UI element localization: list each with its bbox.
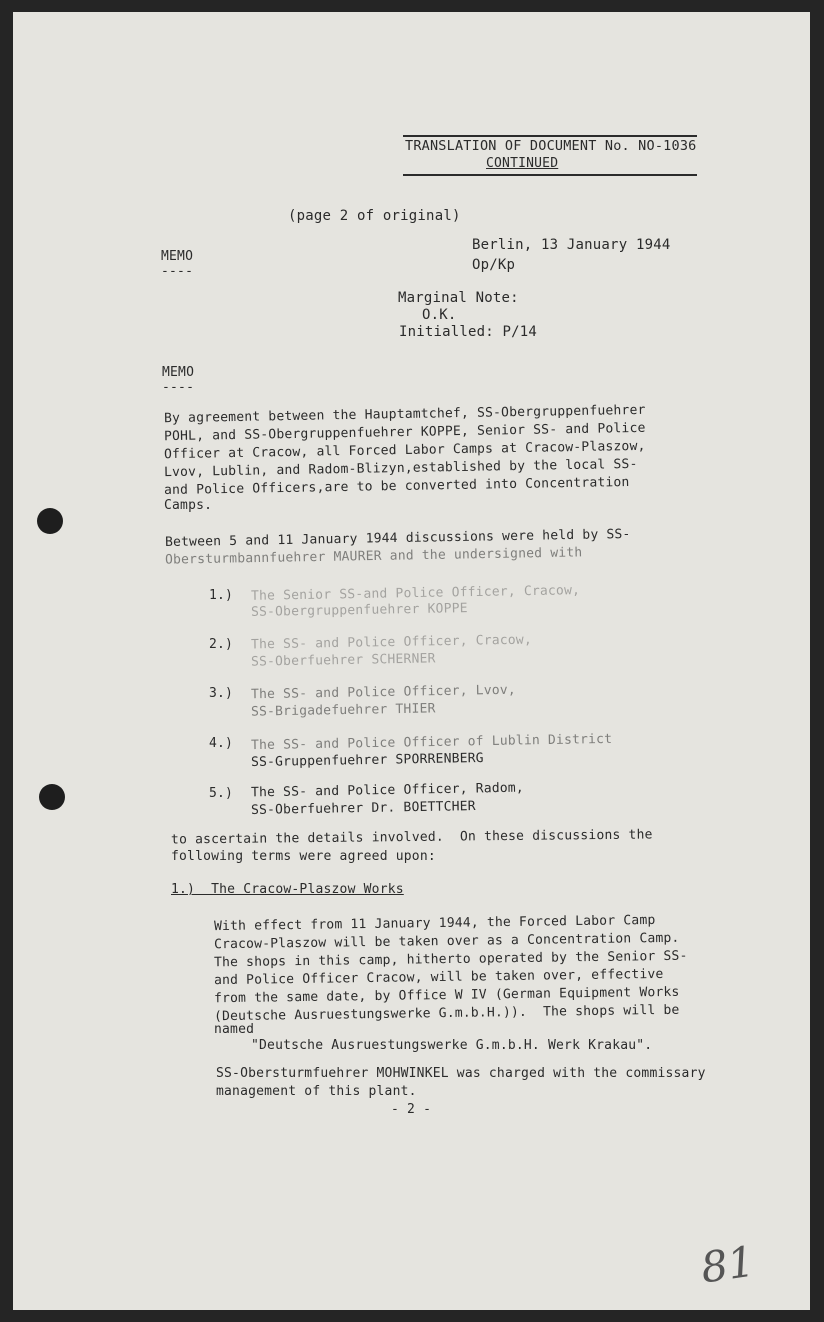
list-item-number: 4.): [209, 736, 234, 751]
section-1-quote: "Deutsche Ausruestungswerke G.m.b.H. Werk Krakau".: [251, 1038, 653, 1053]
marginal-note-ok: O.K.: [422, 307, 457, 323]
section-1-line: and Police Officer Cracow, will be taken over, effective: [213, 966, 664, 989]
header-continued: CONTINUED: [486, 156, 559, 171]
list-item-line: SS-Oberfuehrer Dr. BOETTCHER: [250, 799, 476, 818]
paragraph-3-line: following terms were agreed upon:: [171, 849, 436, 864]
paragraph-1-line: POHL, and SS-Obergruppenfuehrer KOPPE, Senior SS- and Police: [163, 420, 646, 445]
section-1-line: The shops in this camp, hitherto operated by the Senior SS-: [213, 948, 688, 971]
paragraph-3-line: to ascertain the details involved. On these discussions the: [170, 827, 653, 848]
list-item-line: SS-Obergruppenfuehrer KOPPE: [250, 601, 468, 620]
memo-label-top: MEMO: [161, 249, 194, 264]
section-1-line: (Deutsche Ausruestungswerke G.m.b.H.)). The shops will be: [213, 1002, 680, 1025]
paragraph-1-line: and Police Officers,are to be converted into Concentration: [163, 474, 630, 499]
list-item-number: 1.): [209, 588, 234, 603]
header-top-rule: [403, 135, 697, 137]
marginal-note-initialled: Initialled: P/14: [399, 324, 538, 340]
section-1-line: With effect from 11 January 1944, the Forced Labor Camp: [213, 912, 656, 935]
punch-hole-bottom: [39, 784, 65, 810]
paragraph-2-line: Obersturmbannfuehrer MAURER and the undersigned with: [164, 545, 583, 568]
list-item-line: SS-Oberfuehrer SCHERNER: [250, 651, 436, 670]
section-1-line: Cracow-Plaszow will be taken over as a Concentration Camp.: [213, 930, 680, 953]
list-item-number: 3.): [209, 686, 234, 701]
document-page: [13, 12, 810, 1310]
paragraph-1-line: By agreement between the Hauptamtchef, SS-Obergruppenfuehrer: [163, 402, 646, 427]
page-note: (page 2 of original): [288, 208, 461, 224]
header-title: TRANSLATION OF DOCUMENT No. NO-1036: [405, 138, 697, 154]
paragraph-1-line: Camps.: [164, 498, 213, 513]
paragraph-1-line: Officer at Cracow, all Forced Labor Camps at Cracow-Plaszow,: [163, 438, 646, 463]
list-item-number: 5.): [209, 786, 234, 801]
list-item-line: The SS- and Police Officer of Lublin District: [250, 731, 613, 754]
section-1-line: from the same date, by Office W IV (German Equipment Works: [213, 984, 680, 1007]
reference: Op/Kp: [472, 257, 516, 273]
paragraph-4-line: management of this plant.: [216, 1084, 417, 1099]
memo-label-second: MEMO: [162, 365, 195, 380]
paragraph-4-line: SS-Obersturmfuehrer MOHWINKEL was charged with the commissary: [216, 1066, 706, 1081]
memo-underline-second: ----: [162, 380, 195, 395]
paragraph-2-line: Between 5 and 11 January 1944 discussions were held by SS-: [164, 526, 631, 551]
paragraph-1-line: Lvov, Lublin, and Radom-Blizyn,established by the local SS-: [163, 456, 638, 481]
list-item-line: The SS- and Police Officer, Cracow,: [250, 632, 533, 653]
page-number: - 2 -: [391, 1102, 432, 1117]
marginal-note-title: Marginal Note:: [398, 290, 519, 306]
place-date: Berlin, 13 January 1944: [472, 237, 671, 253]
section-1-line: named: [214, 1022, 255, 1037]
punch-hole-top: [37, 508, 63, 534]
list-item-line: SS-Brigadefuehrer THIER: [250, 701, 436, 720]
list-item-line: The Senior SS-and Police Officer, Cracow,: [250, 583, 581, 604]
list-item-line: The SS- and Police Officer, Radom,: [250, 780, 525, 801]
section-1-heading: 1.) The Cracow-Plaszow Works: [171, 882, 404, 897]
header-bottom-rule: [403, 174, 697, 176]
list-item-number: 2.): [209, 637, 234, 652]
memo-underline-top: ----: [161, 264, 194, 279]
list-item-line: The SS- and Police Officer, Lvov,: [250, 682, 517, 703]
list-item-line: SS-Gruppenfuehrer SPORRENBERG: [250, 750, 484, 771]
handwritten-page-number: 81: [697, 1236, 758, 1293]
